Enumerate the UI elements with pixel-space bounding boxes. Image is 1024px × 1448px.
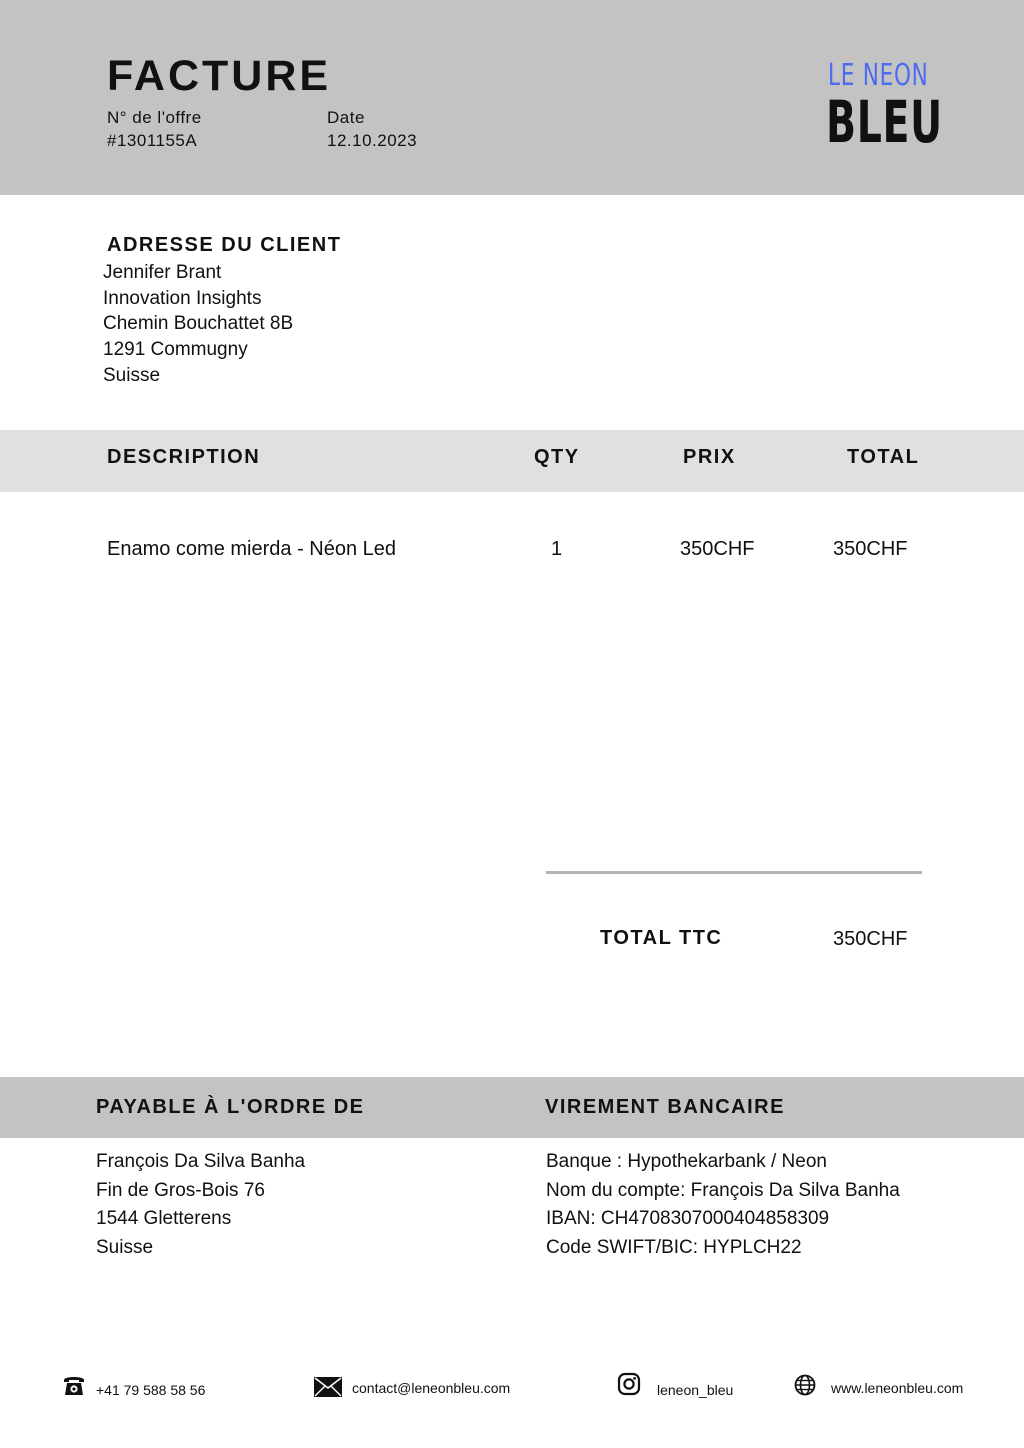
footer-email[interactable]: contact@leneonbleu.com: [352, 1380, 511, 1396]
document-title: FACTURE: [107, 52, 332, 100]
client-name: Jennifer Brant: [103, 262, 222, 283]
client-street: Chemin Bouchattet 8B: [103, 313, 294, 334]
column-header-description: DESCRIPTION: [107, 446, 261, 468]
logo-text-bottom: BLEU: [826, 88, 943, 156]
item-description: Enamo come mierda - Néon Led: [107, 538, 397, 560]
globe-icon: [794, 1374, 816, 1396]
instagram-icon: [617, 1372, 641, 1396]
bank-transfer-heading: VIREMENT BANCAIRE: [545, 1096, 785, 1118]
phone-icon: [62, 1373, 86, 1397]
footer-website[interactable]: www.leneonbleu.com: [831, 1380, 964, 1396]
client-company: Innovation Insights: [103, 288, 262, 309]
bank-iban: IBAN: CH4708307000404858309: [546, 1208, 830, 1229]
item-price: 350CHF: [680, 538, 755, 560]
total-ttc-label: TOTAL TTC: [600, 927, 723, 949]
client-city: 1291 Commugny: [103, 339, 248, 360]
offer-number-label: N° de l'offre: [107, 108, 202, 127]
total-ttc-value: 350CHF: [833, 928, 908, 950]
payee-city: 1544 Gletterens: [96, 1208, 232, 1229]
payee-street: Fin de Gros-Bois 76: [96, 1180, 265, 1201]
client-address-heading: ADRESSE DU CLIENT: [107, 234, 342, 256]
column-header-price: PRIX: [683, 446, 736, 468]
payee-name: François Da Silva Banha: [96, 1151, 306, 1172]
bank-swift: Code SWIFT/BIC: HYPLCH22: [546, 1237, 802, 1258]
column-header-qty: QTY: [534, 446, 580, 468]
offer-number: #1301155A: [107, 131, 198, 150]
totals-divider: [546, 871, 922, 874]
logo-text-top: LE NEON: [828, 58, 929, 93]
footer-phone: +41 79 588 58 56: [96, 1382, 206, 1398]
date-value: 12.10.2023: [327, 131, 418, 150]
mail-icon: [314, 1377, 342, 1397]
date-label: Date: [327, 108, 365, 127]
item-total: 350CHF: [833, 538, 908, 560]
bank-name: Banque : Hypothekarbank / Neon: [546, 1151, 827, 1172]
payee-country: Suisse: [96, 1237, 154, 1258]
item-qty: 1: [551, 538, 563, 560]
footer-instagram[interactable]: leneon_bleu: [657, 1382, 734, 1398]
payable-heading: PAYABLE À L'ORDRE DE: [96, 1096, 365, 1118]
column-header-total: TOTAL: [847, 446, 920, 468]
client-country: Suisse: [103, 365, 161, 386]
bank-account-name: Nom du compte: François Da Silva Banha: [546, 1180, 900, 1201]
